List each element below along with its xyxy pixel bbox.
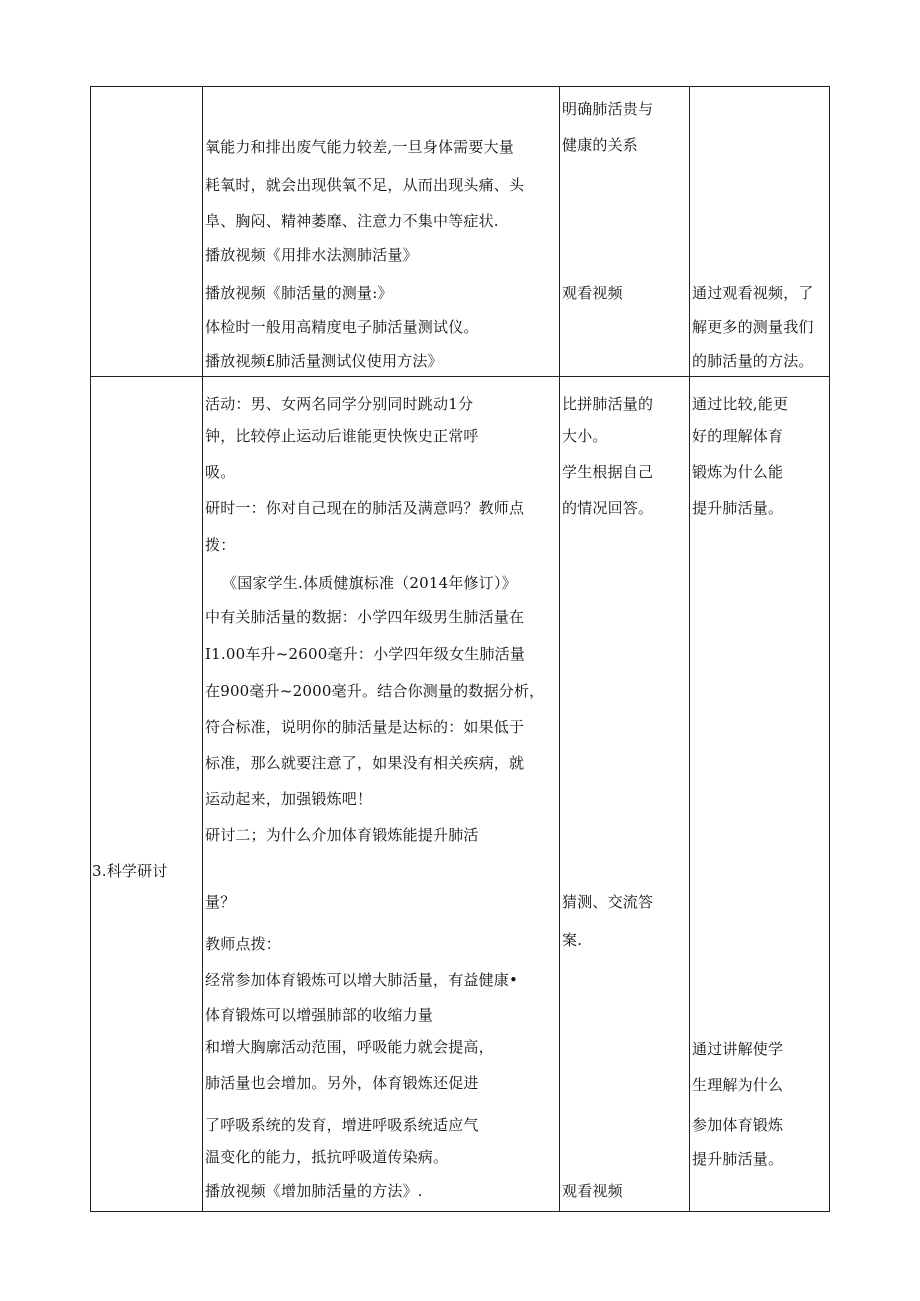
purpose-line: 通过观看视频，了 xyxy=(692,284,814,302)
row-divider xyxy=(90,376,830,377)
table-bottom-border xyxy=(90,1211,830,1212)
content-line: 肺活量也会增加。另外，体育锻炼还促进 xyxy=(205,1074,479,1092)
content-line: 播放视频《肺活量的测量:》 xyxy=(205,284,393,302)
content-line: 播放视频《增加肺活量的方法》. xyxy=(205,1182,423,1200)
content-line: 钟，比较停止运动后谁能更快恢史正常呼 xyxy=(205,427,479,445)
content-line: 活动：男、女两名同学分别同时跳动1分 xyxy=(205,395,474,413)
purpose-line: 解更多的测量我们 xyxy=(692,318,814,336)
student-activity-line: 的情况回答。 xyxy=(562,499,654,517)
content-line: I1.00车升~2600毫升：小学四年级女生肺活量 xyxy=(205,645,526,663)
content-line: 《国家学生.体质健旗标准（2014年修订）》 xyxy=(222,574,517,592)
content-line: 阜、胸闷、精神萎靡、注意力不集中等症状. xyxy=(205,212,499,230)
student-activity-line: 猜测、交流答 xyxy=(562,893,654,911)
column-divider-2 xyxy=(559,86,560,1212)
column-divider-1 xyxy=(202,86,203,1212)
purpose-line: 通过比较,能更 xyxy=(692,395,789,413)
table-top-border xyxy=(90,86,830,87)
stage-label: 3.科学研讨 xyxy=(92,862,168,880)
purpose-line: 参加体育锻炼 xyxy=(692,1116,784,1134)
content-line: 播放视频£肺活量测试仪使用方法》 xyxy=(205,352,443,370)
content-line: 中有关肺活量的数据：小学四年级男生肺活量在 xyxy=(205,608,525,626)
student-activity-line: 大小。 xyxy=(562,427,608,445)
student-activity-line: 健康的关系 xyxy=(562,136,639,154)
student-activity-line: 观看视频 xyxy=(562,284,623,302)
content-line: 标准，那么就要注意了，如果没有相关疾病，就 xyxy=(205,754,525,772)
purpose-line: 提升肺活量。 xyxy=(692,1150,784,1168)
content-line: 运动起来，加强锻炼吧！ xyxy=(205,790,373,808)
purpose-line: 的肺活量的方法。 xyxy=(692,352,814,370)
content-line: 和增大胸廓活动范围，呼吸能力就会提高， xyxy=(205,1038,494,1056)
content-line: 量？ xyxy=(205,893,236,911)
content-line: 吸。 xyxy=(205,463,236,481)
content-line: 了呼吸系统的发育，增进呼吸系统适应气 xyxy=(205,1116,479,1134)
table-left-border xyxy=(90,86,91,1212)
content-line: 研讨二；为什么介加体育锻炼能提升肺活 xyxy=(205,826,479,844)
content-line: 拨： xyxy=(205,536,236,554)
student-activity-line: 观看视频 xyxy=(562,1182,623,1200)
content-line: 体检时一般用高精度电子肺活量测试仪。 xyxy=(205,318,479,336)
content-line: 经常参加体育锻炼可以增大肺活量，有益健康• xyxy=(205,971,519,989)
content-line: 氧能力和排出废气能力较差,一旦身体需要大量 xyxy=(205,138,514,156)
content-line: 播放视频《用排水法测肺活量》 xyxy=(205,246,418,264)
content-line: 温变化的能力，抵抗呼吸道传染病。 xyxy=(205,1148,449,1166)
student-activity-line: 比拼肺活量的 xyxy=(562,395,654,413)
column-divider-3 xyxy=(689,86,690,1212)
content-line: 耗氧时，就会出现供氧不足，从而出现头痛、头 xyxy=(205,176,525,194)
purpose-line: 好的理解体育 xyxy=(692,427,784,445)
content-line: 在900毫升~2000毫升。结合你测量的数据分析， xyxy=(205,682,545,700)
student-activity-line: 案. xyxy=(562,931,583,949)
purpose-line: 生理解为什么 xyxy=(692,1076,784,1094)
purpose-line: 锻炼为什么能 xyxy=(692,463,784,481)
content-line: 符合标准，说明你的肺活量是达标的：如果低于 xyxy=(205,718,525,736)
purpose-line: 通过讲解使学 xyxy=(692,1040,784,1058)
student-activity-line: 明确肺活贵与 xyxy=(562,100,654,118)
purpose-line: 提升肺活量。 xyxy=(692,499,784,517)
content-line: 研时一：你对自己现在的肺活及满意吗？教师点 xyxy=(205,499,525,517)
student-activity-line: 学生根据自己 xyxy=(562,463,654,481)
content-line: 教师点拨： xyxy=(205,935,282,953)
table-right-border xyxy=(829,86,830,1212)
content-line: 体育锻炼可以增强肺部的收缩力量 xyxy=(205,1006,434,1024)
